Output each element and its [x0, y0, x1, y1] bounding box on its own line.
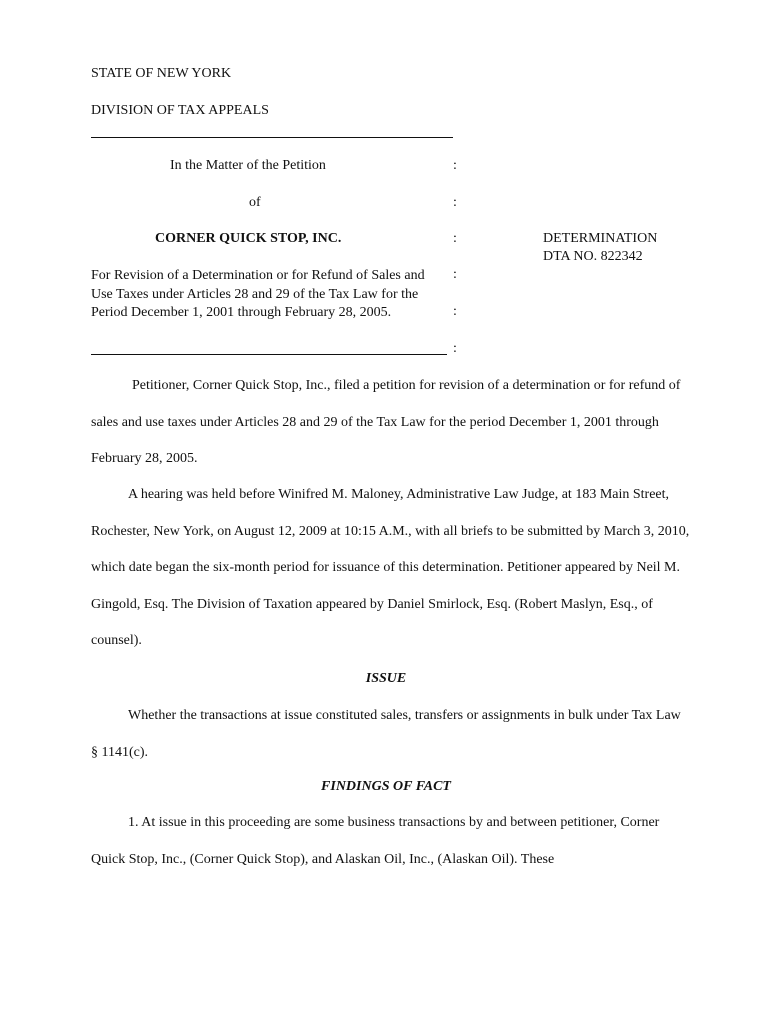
division-heading: DIVISION OF TAX APPEALS [91, 103, 269, 118]
caption-colon: : [453, 267, 457, 282]
caption-of: of [249, 195, 261, 210]
determination-title: DETERMINATION [543, 231, 658, 246]
intro-paragraph: Petitioner, Corner Quick Stop, Inc., filed a petition for revision of a determination or for refund of sales and use taxes under Articles 28 and 29 of the Tax Law for the period December 1, 2001 through February 28, 2005. [91, 378, 681, 466]
caption-colon: : [453, 158, 457, 173]
caption-colon: : [453, 341, 457, 356]
caption-colon: : [453, 304, 457, 319]
caption-description: For Revision of a Determination or for Refund of Sales and Use Taxes under Articles 28 and 29 of the Tax Law for the Period December 1, 2001 through February 28, 2005. [91, 268, 425, 320]
hearing-paragraph: A hearing was held before Winifred M. Maloney, Administrative Law Judge, at 183 Main Street, Rochester, New York, on August 12, 2009 at 10:15 A.M., with all briefs to be submitted by March 3, 2010, which date began the six-month period for issuance of this determination. Petitioner appeared by Neil M. Gingold, Esq. The Division of Taxation appeared by Daniel Smirlock, Esq. (Robert Maslyn, Esq., of counsel). [91, 487, 690, 648]
caption-bottom-rule [91, 354, 447, 355]
petitioner-name: CORNER QUICK STOP, INC. [155, 231, 342, 246]
caption-top-rule [91, 137, 453, 138]
issue-paragraph: Whether the transactions at issue constituted sales, transfers or assignments in bulk under Tax Law § 1141(c). [91, 708, 681, 760]
dta-number: DTA NO. 822342 [543, 249, 643, 264]
caption-matter: In the Matter of the Petition [170, 158, 326, 173]
findings-heading: FINDINGS OF FACT [321, 779, 451, 794]
caption-colon: : [453, 231, 457, 246]
issue-heading: ISSUE [365, 671, 407, 686]
state-heading: STATE OF NEW YORK [91, 66, 232, 81]
finding-paragraph-1: 1. At issue in this proceeding are some business transactions by and between petitioner, Corner Quick Stop, Inc., (Corner Quick Stop), and Alaskan Oil, Inc., (Alaskan Oil). These [91, 815, 660, 867]
caption-colon: : [453, 195, 457, 210]
